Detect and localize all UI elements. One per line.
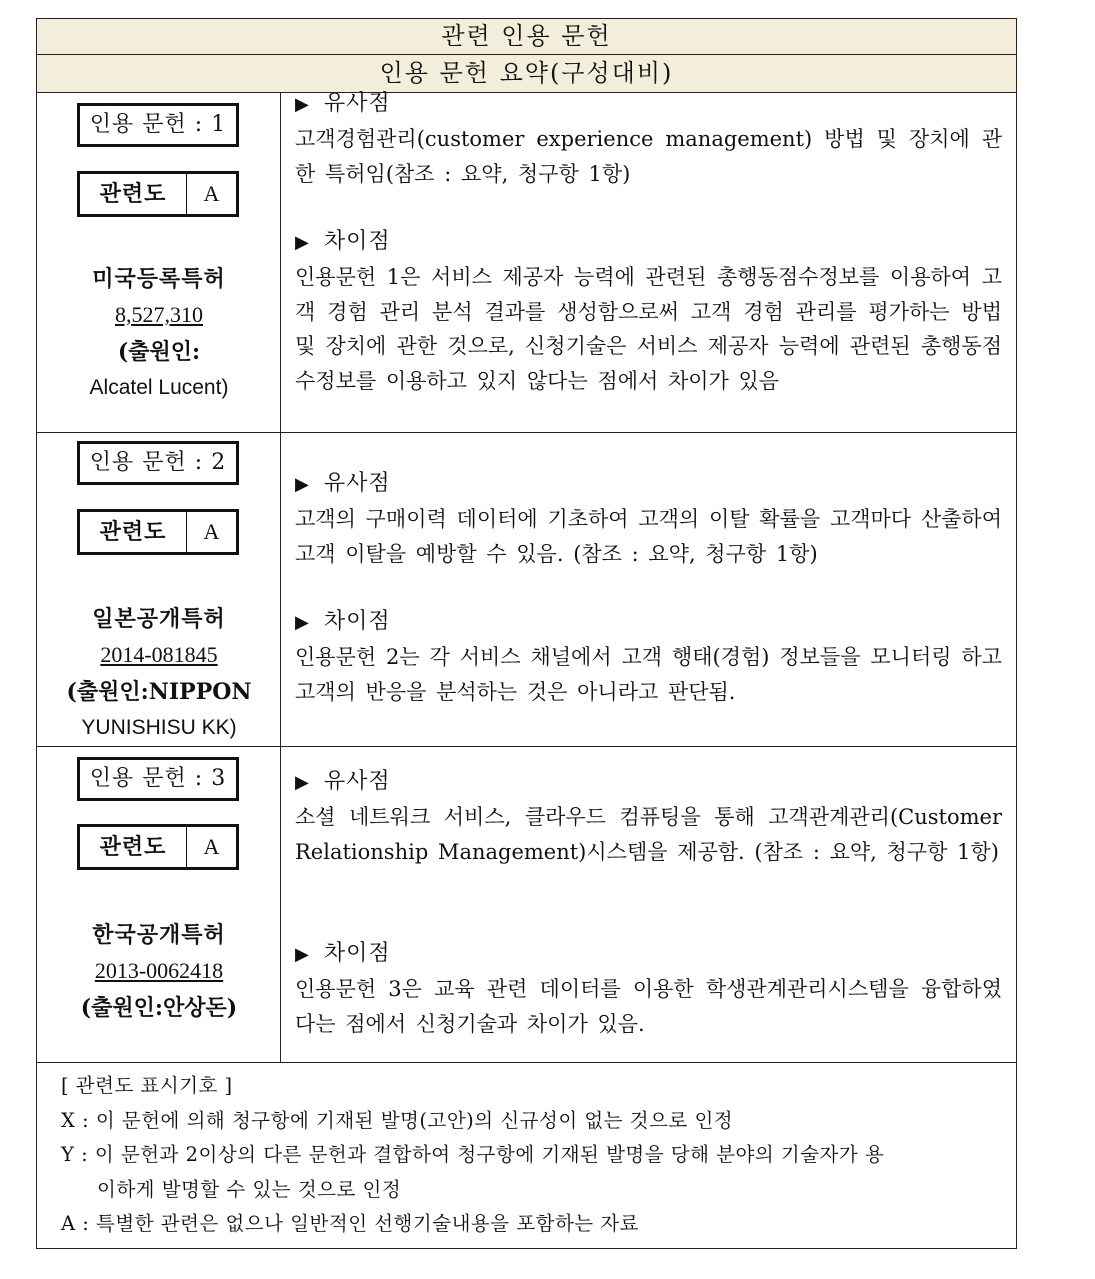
relevance-label: 관련도: [80, 512, 187, 552]
document-subtitle: 인용 문헌 요약(구성대비): [37, 55, 1016, 93]
triangle-bullet-icon: ▶: [295, 474, 310, 495]
relevance-legend: [37, 1063, 1016, 1248]
triangle-bullet-icon: ▶: [295, 612, 310, 633]
relevance-value: A: [203, 181, 220, 206]
citation-document: [36, 18, 1017, 1249]
patent-info: [37, 917, 281, 1026]
difference-section: [295, 605, 1002, 709]
patent-applicant: (출원인:안상돈): [80, 995, 238, 1021]
difference-text: 인용문헌 3은 교육 관련 데이터를 이용한 학생관계관리시스템을 융합하였다는 점에서 신청기술과 차이가 있음.: [295, 977, 1002, 1036]
legend-y-continued: 이하게 발명할 수 있는 것으로 인정: [97, 1177, 402, 1201]
legend-a: A : 특별한 관련은 없으나 일반적인 선행기술내용을 포함하는 자료: [61, 1212, 640, 1235]
patent-applicant: (출원인:: [117, 339, 201, 365]
patent-info: [37, 261, 281, 406]
citation-summary: [281, 433, 1016, 746]
similarity-text: 고객의 구매이력 데이터에 기초하여 고객의 이탈 확률을 고객마다 산출하여 고객 이탈을 예방할 수 있음. (참조 : 요약, 청구항 1항): [295, 507, 1002, 566]
difference-title: 차이점: [323, 609, 391, 634]
difference-text: 인용문헌 1은 서비스 제공자 능력에 관련된 총행동점수정보를 이용하여 고객 경험 관리 분석 결과를 생성함으로써 고객 경험 관리를 평가하는 방법 및 장치에 관한 것으로, 신청기술은 서비스 제공자 능력에 관련된 총행동점수정보를 이용하고 있지 않다는 점에서 차이가 있음: [295, 265, 1002, 393]
similarity-section: [295, 87, 1002, 191]
difference-title: 차이점: [323, 229, 391, 254]
similarity-text: 고객경험관리(customer experience management) 방법 및 장치에 관한 특허임(참조 : 요약, 청구항 1항): [295, 127, 1002, 186]
relevance-box: [77, 824, 239, 870]
similarity-title: 유사점: [323, 91, 391, 116]
similarity-title: 유사점: [323, 769, 391, 794]
patent-number: 2013-0062418: [94, 958, 224, 983]
citation-row-1: [37, 93, 1016, 433]
citation-number-box: 인용 문헌 : 1: [77, 103, 239, 147]
relevance-box: [77, 171, 239, 217]
triangle-bullet-icon: ▶: [295, 772, 310, 793]
patent-applicant: Alcatel Lucent): [89, 376, 229, 399]
difference-title: 차이점: [323, 941, 391, 966]
similarity-text: 소셜 네트워크 서비스, 클라우드 컴퓨팅을 통해 고객관계관리(Customer Relationship Management)시스템을 제공함. (참조 : 요약, 청구항 1항): [295, 805, 1002, 864]
patent-info: [37, 601, 281, 746]
patent-country: 한국공개특허: [92, 922, 226, 948]
patent-applicant: (출원인:NIPPON: [66, 679, 252, 705]
difference-section: [295, 225, 1002, 398]
similarity-title: 유사점: [323, 471, 391, 496]
triangle-bullet-icon: ▶: [295, 94, 310, 115]
difference-text: 인용문헌 2는 각 서비스 채널에서 고객 행태(경험) 정보들을 모니터링 하고 고객의 반응을 분석하는 것은 아니라고 판단됨.: [295, 645, 1002, 704]
relevance-label: 관련도: [80, 827, 187, 867]
patent-number: 2014-081845: [100, 642, 218, 667]
citation-number-box: 인용 문헌 : 2: [77, 441, 239, 485]
patent-number: 8,527,310: [115, 302, 203, 327]
legend-y: Y : 이 문헌과 2이상의 다른 문헌과 결합하여 청구항에 기재된 발명을 당해 분야의 기술자가 용: [61, 1143, 885, 1166]
similarity-section: [295, 467, 1002, 571]
patent-country: 일본공개특허: [92, 606, 226, 632]
citation-meta: [37, 747, 281, 1062]
citation-summary: [281, 747, 1016, 1062]
legend-x: X : 이 문헌에 의해 청구항에 기재된 발명(고안)의 신규성이 없는 것으로 인정: [61, 1108, 734, 1132]
relevance-label: 관련도: [80, 174, 187, 214]
triangle-bullet-icon: ▶: [295, 944, 310, 965]
document-title: 관련 인용 문헌: [37, 19, 1016, 55]
triangle-bullet-icon: ▶: [295, 232, 310, 253]
citation-row-2: [37, 433, 1016, 747]
relevance-value: A: [203, 834, 220, 859]
relevance-box: [77, 509, 239, 555]
legend-title: [ 관련도 표시기호 ]: [61, 1074, 233, 1097]
citation-meta: [37, 93, 281, 432]
patent-applicant: YUNISHISU KK): [81, 716, 237, 739]
citation-number-box: 인용 문헌 : 3: [77, 757, 239, 801]
citation-summary: [281, 93, 1016, 432]
similarity-section: [295, 765, 1002, 869]
citation-row-3: [37, 747, 1016, 1063]
difference-section: [295, 937, 1002, 1041]
patent-country: 미국등록특허: [92, 266, 226, 292]
relevance-value: A: [203, 519, 220, 544]
citation-meta: [37, 433, 281, 746]
